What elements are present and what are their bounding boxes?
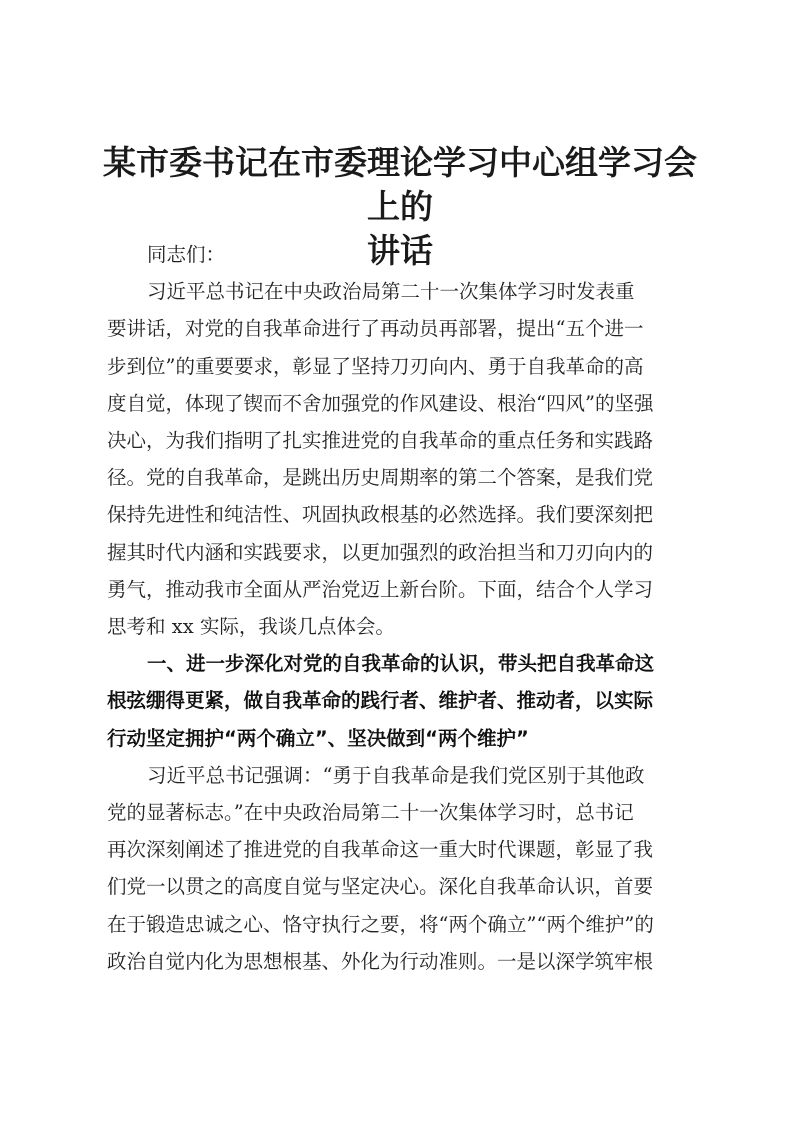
title-line: 某市委书记在市委理论学习中心组学习会上的 bbox=[103, 143, 697, 226]
title-line: 讲话 bbox=[367, 231, 433, 270]
heading-line: 行动坚定拥护“两个确立”、坚决做到“两个维护” bbox=[107, 726, 529, 750]
paragraph-line: 再次深刻阐述了推进党的自我革命这一重大时代课题，彰显了我 bbox=[107, 838, 654, 862]
paragraph-line: 决心，为我们指明了扎实推进党的自我革命的重点任务和实践路 bbox=[107, 429, 654, 453]
heading-line: 根弦绷得更紧，做自我革命的践行者、维护者、推动者，以实际 bbox=[107, 689, 654, 713]
paragraph-line: 度自觉，体现了锲而不舍加强党的作风建设、根治“四风”的坚强 bbox=[107, 391, 654, 415]
paragraph-line: 党的显著标志。”在中央政治局第二十一次集体学习时，总书记 bbox=[107, 801, 634, 825]
paragraph-section-1 bbox=[107, 757, 693, 980]
paragraph-line: 习近平总书记在中央政治局第二十一次集体学习时发表重 bbox=[147, 280, 635, 304]
paragraph-line: 思考和 xx 实际，我谈几点体会。 bbox=[107, 615, 395, 639]
paragraph-line: 保持先进性和纯洁性、巩固执政根基的必然选择。我们要深刻把 bbox=[107, 503, 654, 527]
salutation: 同志们： bbox=[147, 243, 226, 266]
document-body bbox=[107, 236, 693, 980]
section-heading-1 bbox=[107, 645, 693, 757]
paragraph-line: 要讲话，对党的自我革命进行了再动员再部署，提出“五个进一 bbox=[107, 317, 644, 341]
paragraph-line: 勇气，推动我市全面从严治党迈上新台阶。下面，结合个人学习 bbox=[107, 577, 654, 601]
heading-line: 一、进一步深化对党的自我革命的认识，带头把自我革命这 bbox=[147, 652, 655, 676]
paragraph-line: 步到位”的重要要求，彰显了坚持刀刃向内、勇于自我革命的高 bbox=[107, 354, 644, 378]
paragraph-line: 们党一以贯之的高度自觉与坚定决心。深化自我革命认识，首要 bbox=[107, 875, 654, 899]
paragraph-line: 习近平总书记强调：“勇于自我革命是我们党区别于其他政 bbox=[147, 763, 645, 787]
paragraph-line: 径。党的自我革命，是跳出历史周期率的第二个答案，是我们党 bbox=[107, 466, 654, 490]
paragraph-line: 政治自觉内化为思想根基、外化为行动准则。一是以深学筑牢根 bbox=[107, 949, 654, 973]
paragraph-intro bbox=[107, 273, 693, 645]
paragraph-line: 握其时代内涵和实践要求，以更加强烈的政治担当和刀刃向内的 bbox=[107, 540, 654, 564]
paragraph-line: 在于锻造忠诚之心、恪守执行之要，将“两个确立”“两个维护”的 bbox=[107, 912, 654, 936]
